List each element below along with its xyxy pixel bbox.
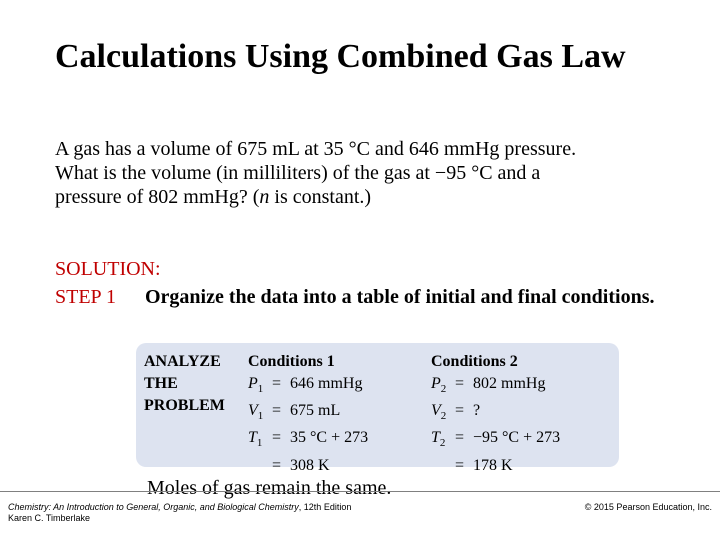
footer-author: Karen C. Timberlake — [8, 513, 91, 523]
footer-book-line — [8, 502, 351, 513]
conditions-1-temperature-kelvin: = 308 K — [272, 456, 330, 474]
footer-copyright: © 2015 Pearson Education, Inc. — [584, 502, 712, 512]
conditions-1-temperature: $T_1 = 35$ °C + 273 — [248, 429, 369, 450]
step-1 — [55, 284, 715, 311]
analyze-label — [144, 351, 254, 417]
problem-line-3 — [55, 185, 705, 209]
conditions-2-pressure: $P_2 = 802$ mmHg — [431, 375, 546, 396]
conditions-1-heading: Conditions 1 — [248, 353, 335, 370]
moles-note: Moles of gas remain the same. — [147, 477, 392, 499]
conditions-table — [136, 343, 619, 474]
slide-title: Calculations Using Combined Gas Law — [55, 38, 626, 75]
step-label: STEP 1 — [55, 286, 116, 308]
conditions-2-temperature: $T_2 = -95$ °C + 273 — [431, 429, 561, 450]
moles-symbol: n — [259, 186, 270, 208]
solution-label: SOLUTION: — [55, 258, 161, 280]
conditions-2-volume: $V_2$ = ? — [431, 402, 481, 423]
problem-line-1: A gas has a volume of 675 mL at 35 °C and 646 mmHg pressure. — [55, 138, 577, 160]
conditions-2-heading: Conditions 2 — [431, 353, 518, 370]
conditions-1-column — [248, 351, 368, 477]
analyze-word-3: PROBLEM — [144, 397, 225, 414]
footer-edition: , 12th Edition — [298, 502, 352, 512]
problem-line-3-end: is constant.) — [269, 186, 372, 208]
footer-book-title: Chemistry: An Introduction to General, Organic, and Biological Chemistry — [8, 502, 299, 512]
conditions-2-temperature-kelvin: = 178 K — [455, 456, 513, 474]
analyze-word-2: THE — [144, 375, 178, 392]
footer-citation — [8, 502, 351, 524]
conditions-2-column — [431, 351, 560, 477]
footer-divider — [0, 491, 720, 492]
problem-line-2: What is the volume (in milliliters) of the gas at −95 °C and a — [55, 162, 541, 184]
problem-line-3-start: pressure of 802 mmHg? ( — [55, 186, 260, 208]
step-text: Organize the data into a table of initial and final conditions. — [145, 286, 655, 308]
problem-statement — [55, 137, 705, 209]
conditions-1-volume: $V_1 = 675$ mL — [248, 402, 341, 423]
conditions-1-pressure: $P_1 = 646$ mmHg — [248, 375, 363, 396]
analyze-word-1: ANALYZE — [144, 353, 221, 370]
